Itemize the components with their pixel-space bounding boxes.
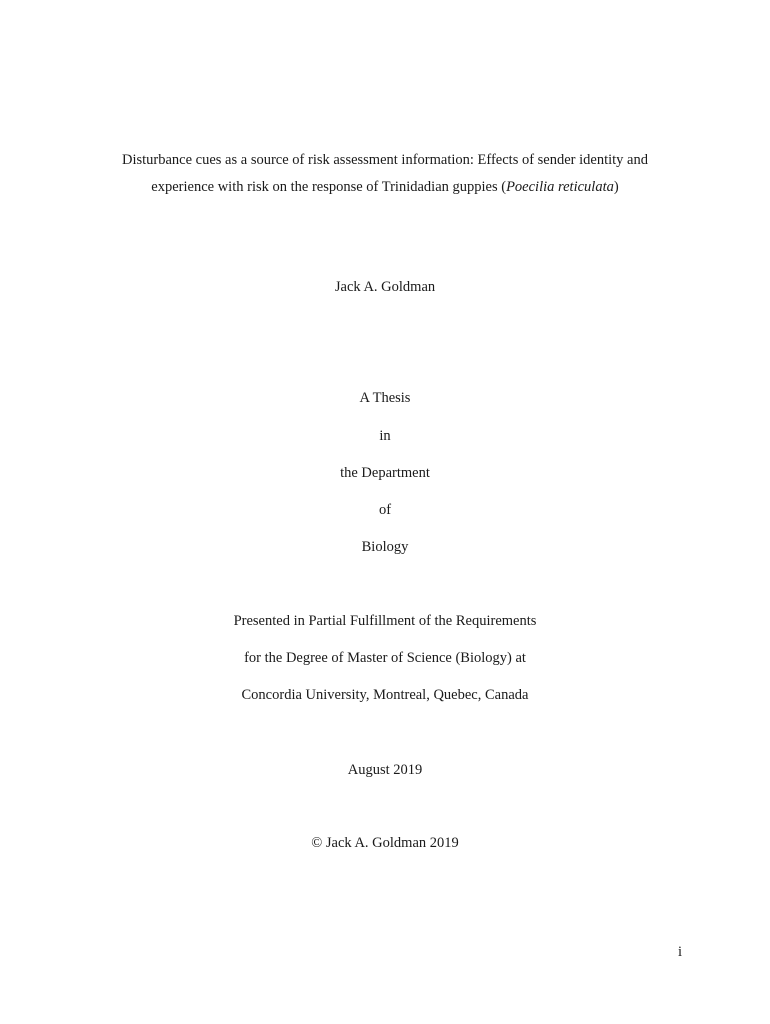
department-label: the Department xyxy=(340,465,430,481)
subject-label: Biology xyxy=(361,539,409,555)
submission-date: August 2019 xyxy=(347,762,423,778)
title-line-1: Disturbance cues as a source of risk assessment information: Effects of sender identity and xyxy=(121,152,648,168)
title-line-2 xyxy=(0,178,770,196)
of-label: of xyxy=(378,502,392,518)
in-label: in xyxy=(379,428,391,444)
title-line-2-suffix: ) xyxy=(613,179,619,195)
page-number: i xyxy=(677,944,682,960)
title-line-2-prefix: experience with risk on the response of Trinidadian guppies ( xyxy=(151,179,507,195)
requirements-line-1: Presented in Partial Fulfillment of the Requirements xyxy=(233,613,537,629)
copyright-notice: © Jack A. Goldman 2019 xyxy=(311,835,459,851)
author-name: Jack A. Goldman xyxy=(334,279,436,295)
requirements-line-3: Concordia University, Montreal, Quebec, Canada xyxy=(241,687,529,703)
requirements-line-2: for the Degree of Master of Science (Biology) at xyxy=(244,650,526,666)
thesis-label: A Thesis xyxy=(359,390,411,406)
species-name: Poecilia reticulata xyxy=(506,179,614,195)
